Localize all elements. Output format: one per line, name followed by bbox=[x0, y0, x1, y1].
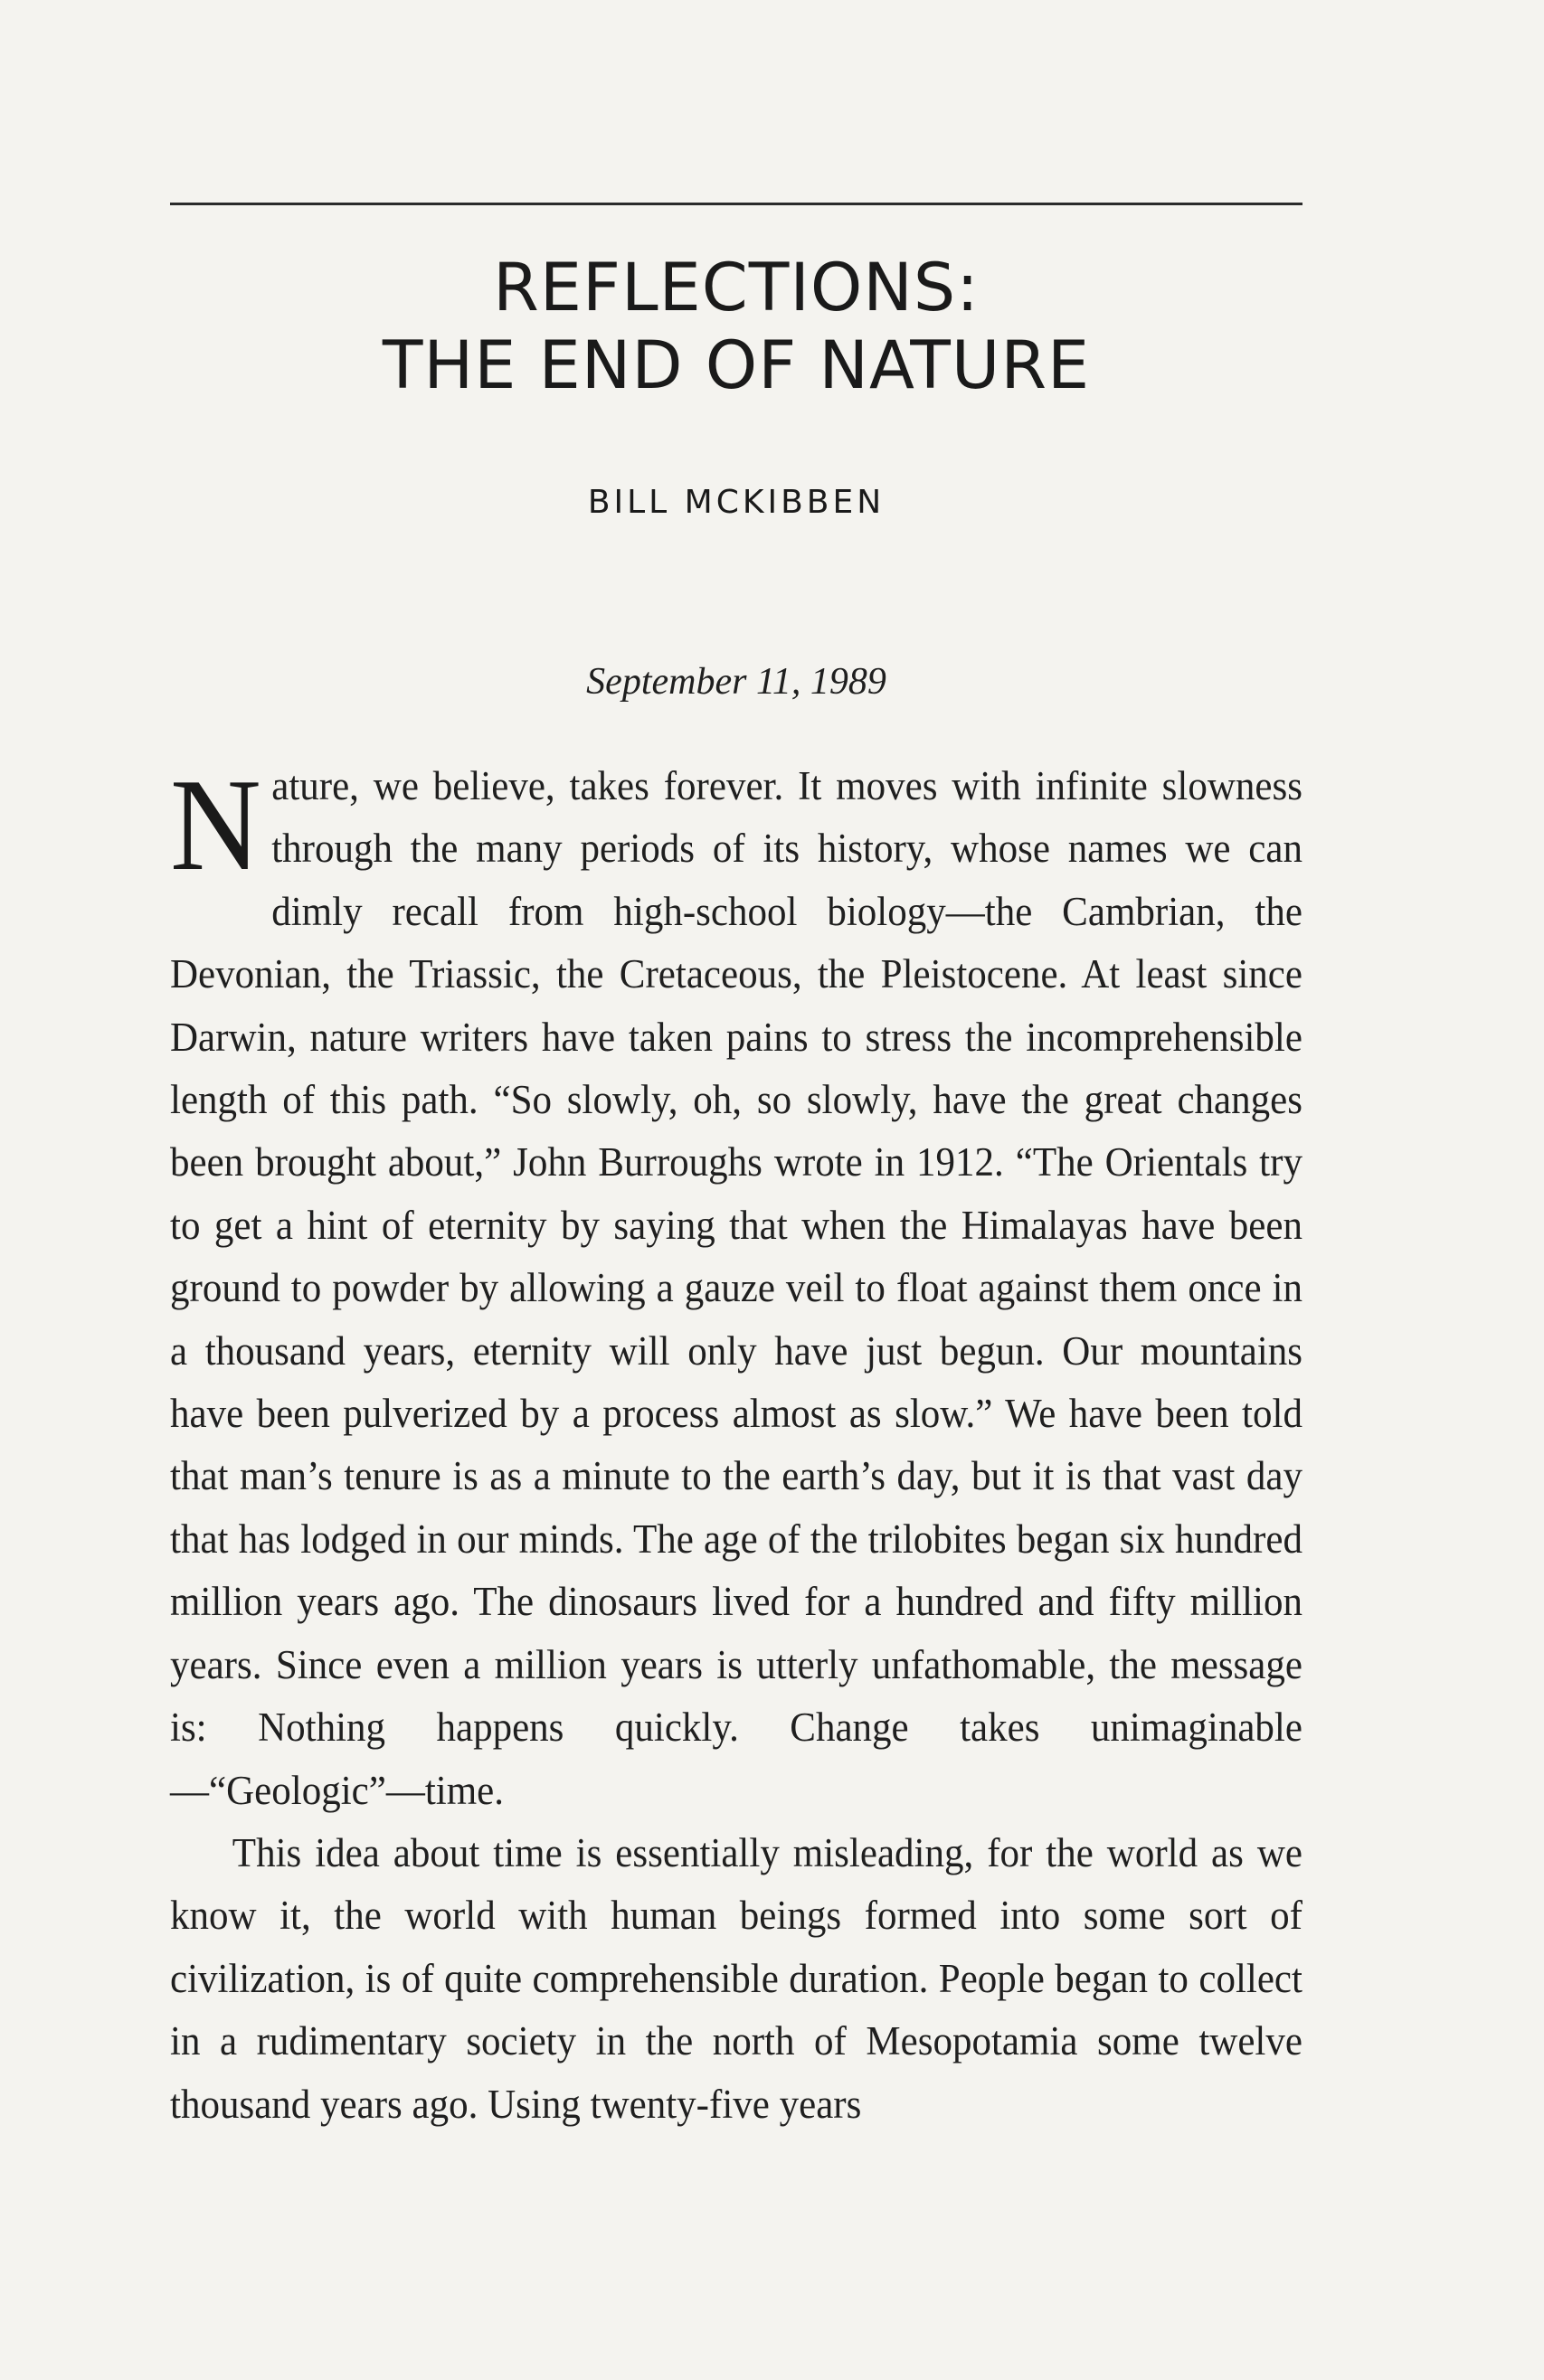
paragraph-2: This idea about time is essentially misleading, for the world as we know it, the world with human beings formed into some sort of civilization, is of quite comprehensible duration. People began to collect in a rudimentary society in the north of Mesopotamia some twelve thousand years ago. Using twenty-five years bbox=[170, 1829, 1302, 2127]
paragraph-1-text: ature, we believe, takes forever. It moves with infinite slowness through the many periods of its history, whose names we can dimly recall from high-school biology—the Cambrian, the Devonian, the Triassic, the Cretaceous, the Pleistocene. At least since Darwin, nature writers have taken pains to stress the incomprehensible length of this path. “So slowly, oh, so slowly, have the great changes been brought about,” John Burroughs wrote in 1912. “The Orientals try to get a hint of eternity by saying that when the Himalayas have been ground to powder by allowing a gauze veil to float against them once in a thousand years, eternity will only have just begun. Our mountains have been pulverized by a process almost as slow.” We have been told that man’s tenure is as a minute to the earth’s day, but it is that vast day that has lodged in our minds. The age of the trilobites began six hundred million years ago. The dinosaurs lived for a hundred and fifty million years. Since even a million years is utterly unfathomable, the message is: Nothing happens quickly. Change takes unimaginable—“Geologic”—time. bbox=[170, 763, 1302, 1813]
top-rule bbox=[170, 203, 1302, 205]
essay-date: September 11, 1989 bbox=[586, 661, 886, 703]
essay-title-line-2: THE END OF NATURE bbox=[382, 327, 1091, 404]
author-name: BILL MCKIBBEN bbox=[587, 484, 886, 521]
paragraph-1 bbox=[170, 751, 1302, 1822]
essay-title-line-1: REFLECTIONS: bbox=[493, 250, 980, 326]
drop-cap: N bbox=[170, 751, 261, 898]
essay-body bbox=[170, 751, 1302, 2136]
